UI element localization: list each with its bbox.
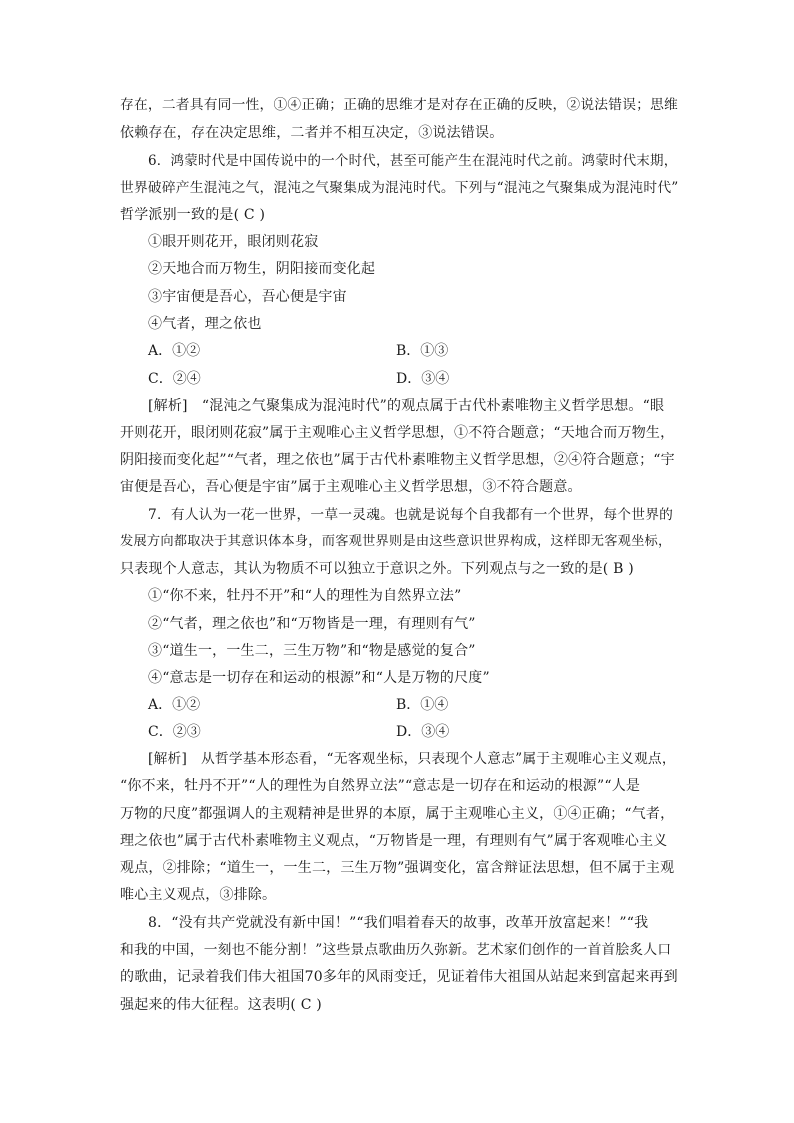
question-7-stem: 只表现个人意志，其认为物质不可以独立于意识之外。下列观点与之一致的是( B ) [120,561,634,577]
question-6-item: ②天地合而万物生，阴阳接而变化起 [148,261,376,277]
question-7-option-a: A．①② [148,697,201,713]
question-6-analysis: 宙便是吾心，吾心便是宇宙”属于主观唯心主义哲学思想，③不符合题意。 [120,479,582,495]
question-7-stem: 7．有人认为一花一世界，一草一灵魂。也就是说每个自我都有一个世界，每个世界的 [148,507,674,523]
question-6-option-a: A．①② [148,343,201,359]
question-6-analysis: 阴阳接而变化起”“气者，理之依也”属于古代朴素唯物主义哲学思想，②④符合题意；“宇 [120,452,675,468]
question-7-analysis: 唯心主义观点，③排除。 [120,887,277,903]
question-6-item: ④气者，理之依也 [148,316,262,332]
question-6-option-b: B．①③ [396,343,449,359]
question-7-option-b: B．①④ [396,697,449,713]
question-7-stem: 发展方向都取决于其意识体本身，而客观世界则是由这些意识世界构成，这样即无客观坐标， [120,534,672,549]
question-7-item: ①“你不来，牡丹不开”和“人的理性为自然界立法” [148,588,462,604]
question-7-analysis: [解析] 从哲学基本形态看，“无客观坐标，只表现个人意志”属于主观唯心主义观点， [148,751,676,767]
question-8-stem: 的歌曲，记录着我们伟大祖国70多年的风雨变迁，见证着伟大祖国从站起来到富起来再到 [120,969,678,985]
question-7-option-c: C．②③ [148,724,201,740]
question-7-analysis: “你不来，牡丹不开”“人的理性为自然界立法”“意志是一切存在和运动的根源”“人是 [120,778,641,794]
question-6-analysis: [解析] “混沌之气聚集成为混沌时代”的观点属于古代朴素唯物主义哲学思想。“眼 [148,398,665,414]
question-6-item: ③宇宙便是吾心，吾心便是宇宙 [148,289,347,305]
question-7-analysis: 观点，②排除；“道生一，一生二，三生万物”强调变化，富含辩证法思想，但不属于主观 [120,860,675,876]
question-7-item: ②“气者，理之依也”和“万物皆是一理，有理则有气” [148,616,476,632]
question-7-analysis: 理之依也”属于古代朴素唯物主义观点，“万物皆是一理，有理则有气”属于客观唯心主义 [120,833,668,849]
question-8-stem: 和我的中国，一刻也不能分割！”这些景点歌曲历久弥新。艺术家们创作的一首首脍炙人口 [120,942,672,958]
question-6-option-d: D．③④ [396,371,450,387]
question-6-option-c: C．②④ [148,371,201,387]
question-6-stem: 世界破碎产生混沌之气，混沌之气聚集成为混沌时代。下列与“混沌之气聚集成为混沌时代” [120,180,679,196]
question-6-stem: 6．鸿蒙时代是中国传说中的一个时代，甚至可能产生在混沌时代之前。鸿蒙时代末期， [148,153,678,169]
question-6-stem: 哲学派别一致的是( C ) [120,207,266,223]
question-6-analysis: 开则花开，眼闭则花寂”属于主观唯心主义哲学思想，①不符合题意；“天地合而万物生， [120,425,675,441]
question-6-item: ①眼开则花开，眼闭则花寂 [148,234,319,250]
question-7-item: ④“意志是一切存在和运动的根源”和“人是万物的尺度” [148,670,490,686]
question-7-item: ③“道生一，一生二，三生万物”和“物是感觉的复合” [148,643,476,659]
text-line: 依赖存在，存在决定思维，二者并不相互决定，③说法错误。 [120,125,504,141]
question-8-stem: 强起来的伟大征程。这表明( C ) [120,997,322,1013]
question-8-stem: 8．“没有共产党就没有新中国！”“我们唱着春天的故事，改革开放富起来！”“我 [148,915,649,931]
text-line: 存在，二者具有同一性，①④正确；正确的思维才是对存在正确的反映，②说法错误；思维 [120,97,679,113]
question-7-analysis: 万物的尺度”都强调人的主观精神是世界的本原，属于主观唯心主义，①④正确；“气者， [120,806,675,822]
question-7-option-d: D．③④ [396,724,450,740]
